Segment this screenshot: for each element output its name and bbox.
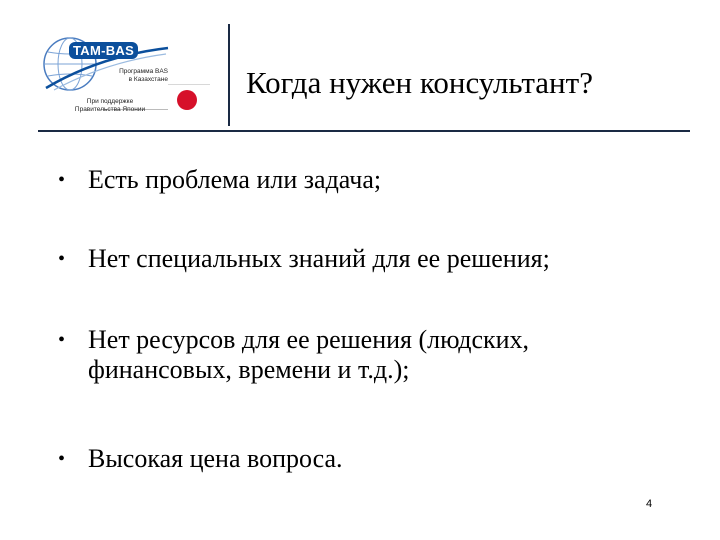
logo-program-line-2: в Казахстане: [128, 76, 168, 83]
slide-title: Когда нужен консультант?: [246, 65, 593, 100]
bullet-text: Есть проблема или задача;: [88, 165, 382, 194]
japan-flag-icon: [168, 84, 210, 115]
bullet-marker: •: [58, 329, 66, 351]
header-vertical-divider: [228, 24, 230, 126]
bullet-marker: •: [58, 169, 66, 191]
bullet-item: [58, 325, 658, 385]
bullet-item: [58, 444, 688, 474]
bullet-marker: •: [58, 248, 66, 270]
header-horizontal-rule: [38, 130, 690, 132]
flag-red-circle: [177, 90, 197, 110]
bullet-item: [58, 244, 688, 274]
bullet-text: Нет ресурсов для ее решения (людских, финансовых, времени и т.д.);: [88, 325, 530, 384]
bullet-text: Нет специальных знаний для ее решения;: [88, 244, 550, 273]
logo-program-line-1: Программа BAS: [119, 68, 168, 75]
bullet-text: Высокая цена вопроса.: [88, 444, 343, 473]
bullet-marker: •: [58, 448, 66, 470]
logo-program-text: [100, 68, 168, 84]
logo-brand-text: TAM-BAS: [69, 42, 138, 59]
logo-support-line-2: Правительства Японии: [74, 106, 146, 113]
logo-support-text: [62, 98, 158, 114]
page-number: 4: [646, 498, 653, 510]
bullet-item: [58, 165, 688, 195]
logo-support-line-1: При поддержке: [86, 98, 134, 105]
